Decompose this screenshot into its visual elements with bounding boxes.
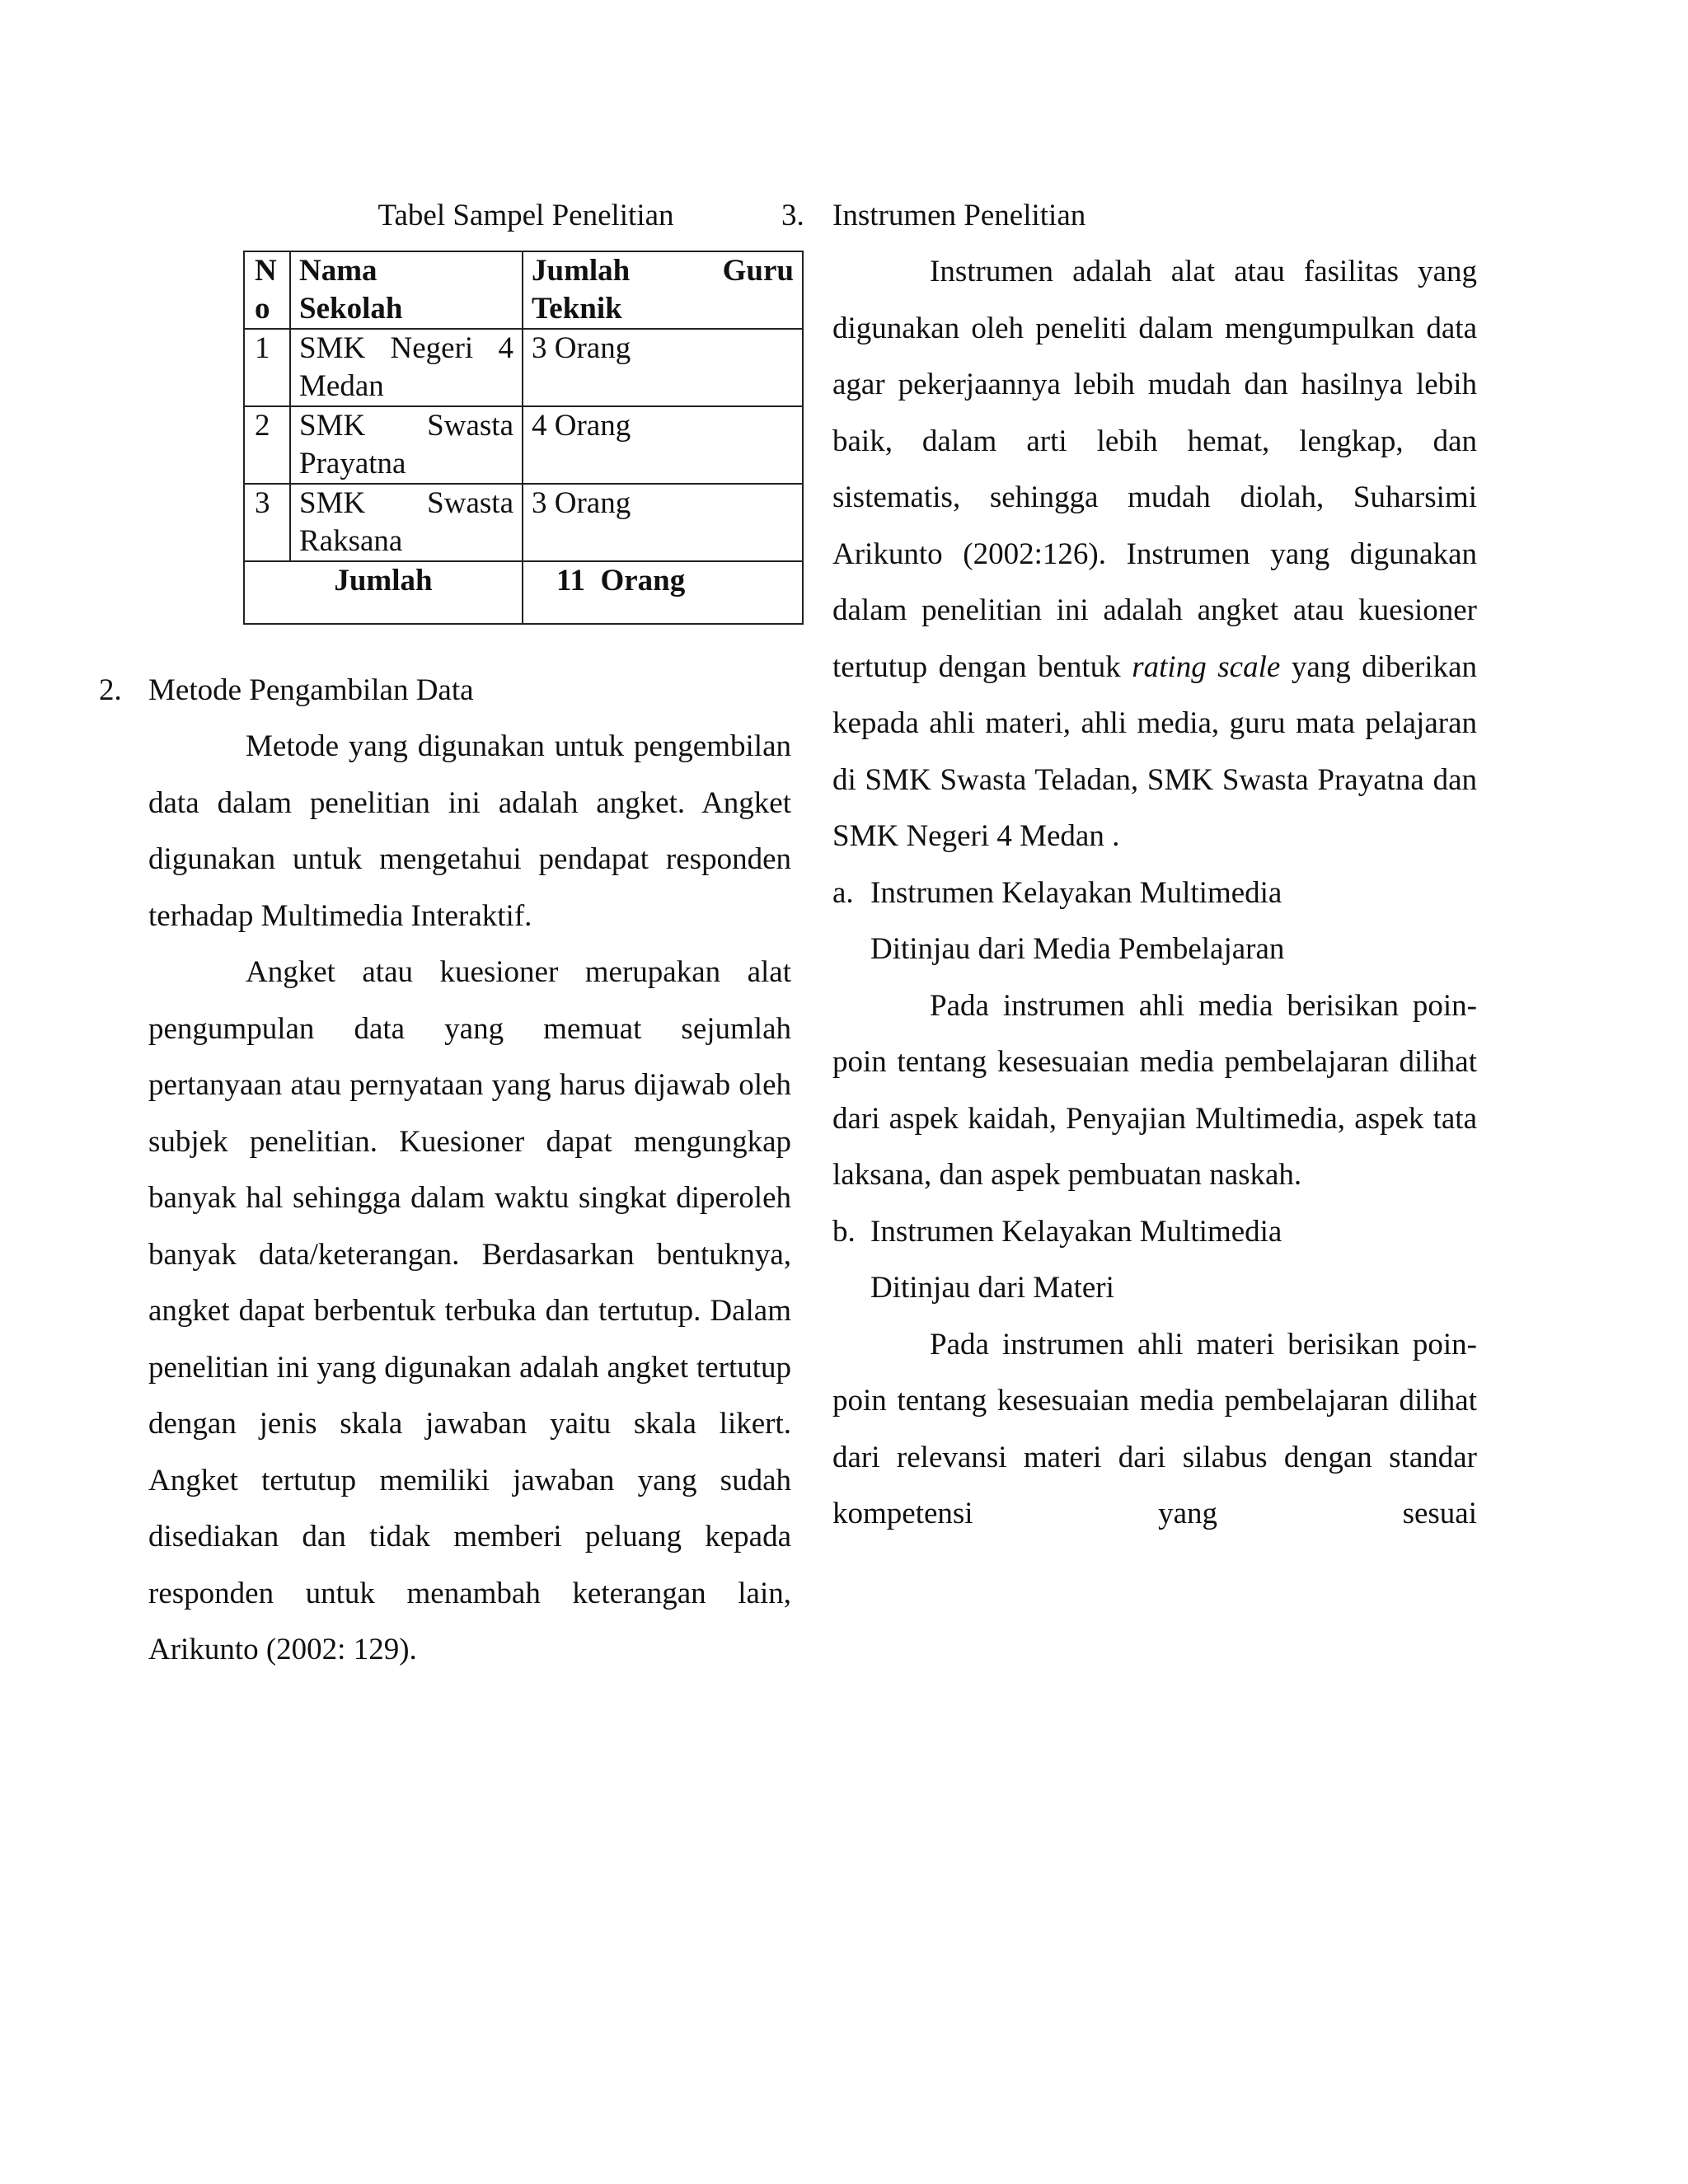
table-total-row [244, 561, 803, 624]
section-3-paragraph: Instrumen adalah alat atau fasilitas yang digunakan oleh peneliti dalam mengumpulkan data agar pekerjaannya lebih mudah dan hasilnya lebih baik, dalam arti lebih hemat, lengkap, dan sistematis, sehingga mudah diolah, Suharsimi Arikunto (2002:126). Instrumen yang digunakan dalam penelitian ini adalah angket atau kuesioner tertutup dengan bentuk rating scale yang diberikan kepada ahli materi, ahli media, guru mata pelajaran di SMK Swasta Teladan, SMK Swasta Prayatna dan SMK Negeri 4 Medan . [832, 255, 1478, 853]
section-2-number: 2. [99, 673, 122, 707]
section-3-title: Instrumen Penelitian [832, 199, 1086, 232]
header-nama-sekolah: Nama Sekolah [290, 251, 523, 329]
subsection-a-paragraph: Pada instrumen ahli media berisikan poin-poin tentang kesesuaian media pembelajaran dilihat dari aspek kaidah, Penyajian Multimedia, aspek tata laksana, dan aspek pembuatan naskah. [832, 988, 1477, 1192]
table-header-row [244, 251, 803, 329]
subsection-b-letter: b. [832, 1214, 856, 1249]
section-2-paragraph-2: Angket atau kuesioner merupakan alat pengumpulan data yang memuat sejumlah pertanyaan atau pernyataan yang harus dijawab oleh subjek penelitian. Kuesioner dapat mengungkap banyak hal sehingga dalam waktu singkat diperoleh banyak data/keterangan. Berdasarkan bentuknya, angket dapat berbentuk terbuka dan tertutup. Dalam penelitian ini yang digunakan adalah angket tertutup dengan jenis skala jawaban yaitu skala likert. Angket tertutup memiliki jawaban yang sudah disediakan dan tidak memberi peluang kepada responden untuk menambah keterangan lain, Arikunto (2002: 129). [148, 955, 791, 1666]
subsection-b-paragraph: Pada instrumen ahli materi berisikan poin-poin tentang kesesuaian media pembelajaran dilihat dari relevansi materi dari silabus dengan standar kompetensi yang sesuai [832, 1327, 1477, 1530]
subsection-a-heading: a. Instrumen Kelayakan Multimedia Ditinjau dari Media Pembelajaran [832, 865, 1477, 978]
rating-scale-term: rating scale [1132, 649, 1281, 684]
cell-jumlah: 3 Orang [523, 484, 803, 561]
cell-nama: SMK Negeri 4 Medan [290, 329, 523, 406]
total-value: 11 Orang [523, 561, 803, 624]
section-2-heading [99, 671, 791, 710]
cell-no: 1 [244, 329, 290, 406]
cell-no: 2 [244, 406, 290, 484]
table-caption: Tabel Sampel Penelitian [377, 199, 674, 232]
table-row [244, 406, 803, 484]
header-jumlah-guru: Jumlah Guru Teknik [523, 251, 803, 329]
section-3-heading [781, 196, 1477, 236]
cell-nama: SMK Swasta Prayatna [290, 406, 523, 484]
sample-table [243, 251, 804, 625]
section-2-paragraph-1: Metode yang digunakan untuk pengembilan data dalam penelitian ini adalah angket. Angket digunakan untuk mengetahui pendapat responden terhadap Multimedia Interaktif. [148, 729, 791, 933]
cell-jumlah: 3 Orang [523, 329, 803, 406]
cell-nama: SMK Swasta Raksana [290, 484, 523, 561]
table-row [244, 484, 803, 561]
section-2-title: Metode Pengambilan Data [148, 673, 474, 707]
left-column [99, 196, 794, 1679]
subsection-b-heading: b. Instrumen Kelayakan Multimedia Ditinjau dari Materi [832, 1204, 1477, 1317]
subsection-a-letter: a. [832, 875, 854, 910]
cell-no: 3 [244, 484, 290, 561]
right-column [781, 196, 1478, 1543]
section-3-number: 3. [781, 199, 804, 232]
total-label: Jumlah [244, 561, 523, 624]
table-row [244, 329, 803, 406]
cell-jumlah: 4 Orang [523, 406, 803, 484]
header-no: N o [244, 251, 290, 329]
